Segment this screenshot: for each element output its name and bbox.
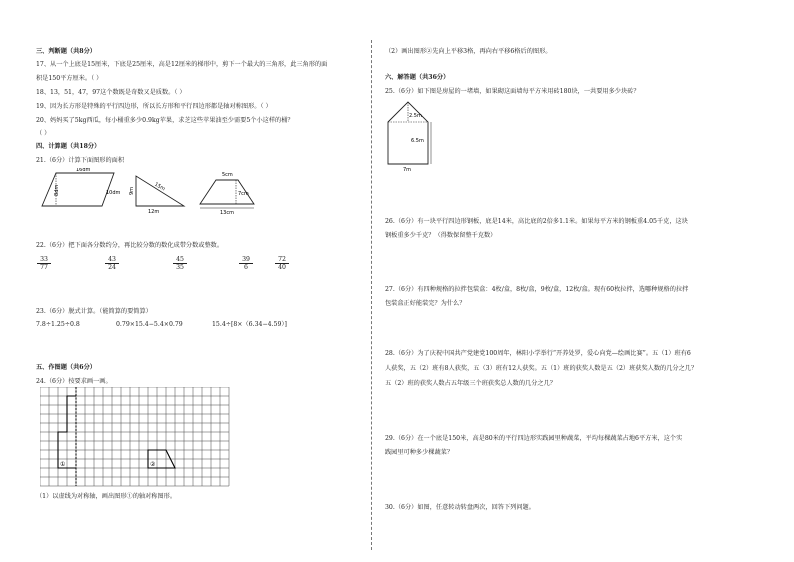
- question-28-line-3: 五（2）班的获奖人数占五年级三个班获奖总人数的几分之几？: [385, 380, 556, 387]
- fraction-denominator: 40: [278, 264, 286, 271]
- fraction-numerator: 45: [176, 256, 184, 263]
- house-base-label: 7m: [403, 167, 412, 173]
- parallelogram-height-label: 8dm: [54, 184, 60, 196]
- fraction-item: [238, 256, 254, 271]
- section-3-title: 三、判断题（共8分）: [36, 48, 96, 55]
- parallelogram-side-label: 10dm: [106, 190, 121, 196]
- right-column: [385, 0, 765, 562]
- question-17-line-1: 17、从一个上底是15厘米，下底是25厘米，高是12厘米的梯形中，剪下一个最大的三角形，此三角形的面: [36, 61, 328, 68]
- trapezoid-top-label: 5cm: [222, 172, 233, 178]
- question-26-line-1: 26.（6分）有一块平行四边形钢板，底是14米，高比底的2倍多1.1米。如果每平方米的钢板重4.05千克，这块: [385, 218, 688, 225]
- question-23: 23.（6分）脱式计算。（能简算的要简算）: [36, 308, 152, 315]
- triangle-left-label: 9m: [129, 186, 135, 195]
- trapezoid-height-label: 7cm: [238, 191, 249, 197]
- question-29-line-2: 践园里可种多少棵蔬菜？: [385, 449, 454, 456]
- question-28-line-2: 人获奖，五（2）班有8人获奖，五（3）班有12人获奖。五（1）班的获奖人数是五（2）班获奖人数的几分之几？: [385, 365, 698, 372]
- fraction-item: [274, 256, 290, 271]
- triangle-figure: [129, 176, 184, 215]
- house-wall-figure: [385, 98, 455, 173]
- fraction-numerator: 72: [278, 256, 286, 263]
- trapezoid-figure: [200, 172, 254, 216]
- column-divider: [371, 40, 372, 550]
- question-27-line-1: 27.（6分）有四种规格的拉拌包装盒：4枚/盒，8枚/盒，9枚/盒，12枚/盒。现有60枚拉拌，选哪种规格的拉拌: [385, 286, 689, 293]
- question-29-line-1: 29.（6分）在一个底是150米，高是80米的平行四边形实践园里种蔬菜，平均每棵蔬菜占地6平方米，这个实: [385, 435, 683, 442]
- question-20-line-2: （ ）: [36, 130, 51, 137]
- trapezoid-base-label: 13cm: [220, 210, 234, 216]
- question-30: 30.（6分）如图，任意转动转盘两次，回答下列问题。: [385, 504, 535, 511]
- left-column: [36, 0, 366, 562]
- shape-1-label: ①: [60, 461, 66, 468]
- question-25: 25.（6分）如下图是房屋的一堵墙，如果砌这面墙每平方米用砖180块，一共要用多少块砖？: [385, 88, 640, 95]
- question-24-part-1: （1）以虚线为对称轴，画出图形①的轴对称图形。: [36, 493, 177, 500]
- question-24: 24.（6分）按要求画一画。: [36, 378, 112, 385]
- fraction-denominator: 35: [176, 264, 184, 271]
- drawing-grid: [40, 387, 260, 487]
- question-27-line-2: 包装盒正好能装完？为什么？: [385, 300, 466, 307]
- question-26-line-2: 钢板重多少千克？（得数保留整千克数）: [385, 232, 497, 239]
- triangle-base-label: 12m: [148, 209, 160, 215]
- section-4-title: 四、计算题（共18分）: [36, 143, 101, 150]
- parallelogram-top-label: 16dm: [76, 168, 91, 173]
- question-24-part-2: （2）画出图形②先向上平移3格，再向右平移6格后的图形。: [385, 48, 552, 55]
- shape-2-label: ②: [150, 461, 156, 468]
- question-20-line-1: 20、妈妈买了5kg西瓜，每小桶重多少0.9kg苹果，求芝这些苹果油至少需要5个小这样的桶？: [36, 117, 294, 124]
- fraction-numerator: 39: [242, 256, 250, 263]
- question-28-line-1: 28.（6分）为了庆祝中国共产党建党100周年，林阳小学举行“开养处罗，爱心向党—绘画比赛”。五（1）班有6: [385, 350, 691, 357]
- fraction-item: [104, 256, 120, 271]
- q23-expression-1: 7.8÷1.25÷0.8: [36, 321, 80, 328]
- question-21: 21.（6分）计算下面图形的面积: [36, 157, 125, 164]
- triangle-hyp-label: 15m: [153, 181, 166, 193]
- question-19: 19、因为长方形是特殊的平行四边形，所以长方形和平行四边形都是轴对称图形。（ ）: [36, 103, 272, 110]
- fraction-denominator: 6: [244, 264, 248, 271]
- question-22: 22.（6分）把下面各分数约分，再比较分数的数化成带分数或整数。: [36, 242, 224, 249]
- fraction-denominator: 24: [108, 264, 116, 271]
- parallelogram-figure: [42, 168, 121, 206]
- section-6-title: 六、解答题（共36分）: [385, 74, 450, 81]
- section-5-title: 五、作图题（共6分）: [36, 364, 96, 371]
- question-18: 18、13，51，47，97这个数既是奇数又是质数。（ ）: [36, 89, 186, 96]
- question-17-line-2: 积是150平方厘米。（ ）: [36, 75, 103, 82]
- q23-expression-3: 15.4÷[8×（6.34−4.59）]: [212, 321, 287, 328]
- area-figures: [36, 168, 366, 216]
- q23-expression-2: 0.79×15.4−5.4×0.79: [116, 321, 183, 328]
- house-top-height-label: 2.5m: [409, 113, 422, 119]
- fraction-numerator: 33: [40, 256, 48, 263]
- fraction-item: [36, 256, 52, 271]
- fraction-denominator: 77: [40, 264, 48, 271]
- house-wall-height-label: 6.5m: [411, 138, 424, 144]
- fraction-numerator: 43: [108, 256, 116, 263]
- fraction-item: [172, 256, 188, 271]
